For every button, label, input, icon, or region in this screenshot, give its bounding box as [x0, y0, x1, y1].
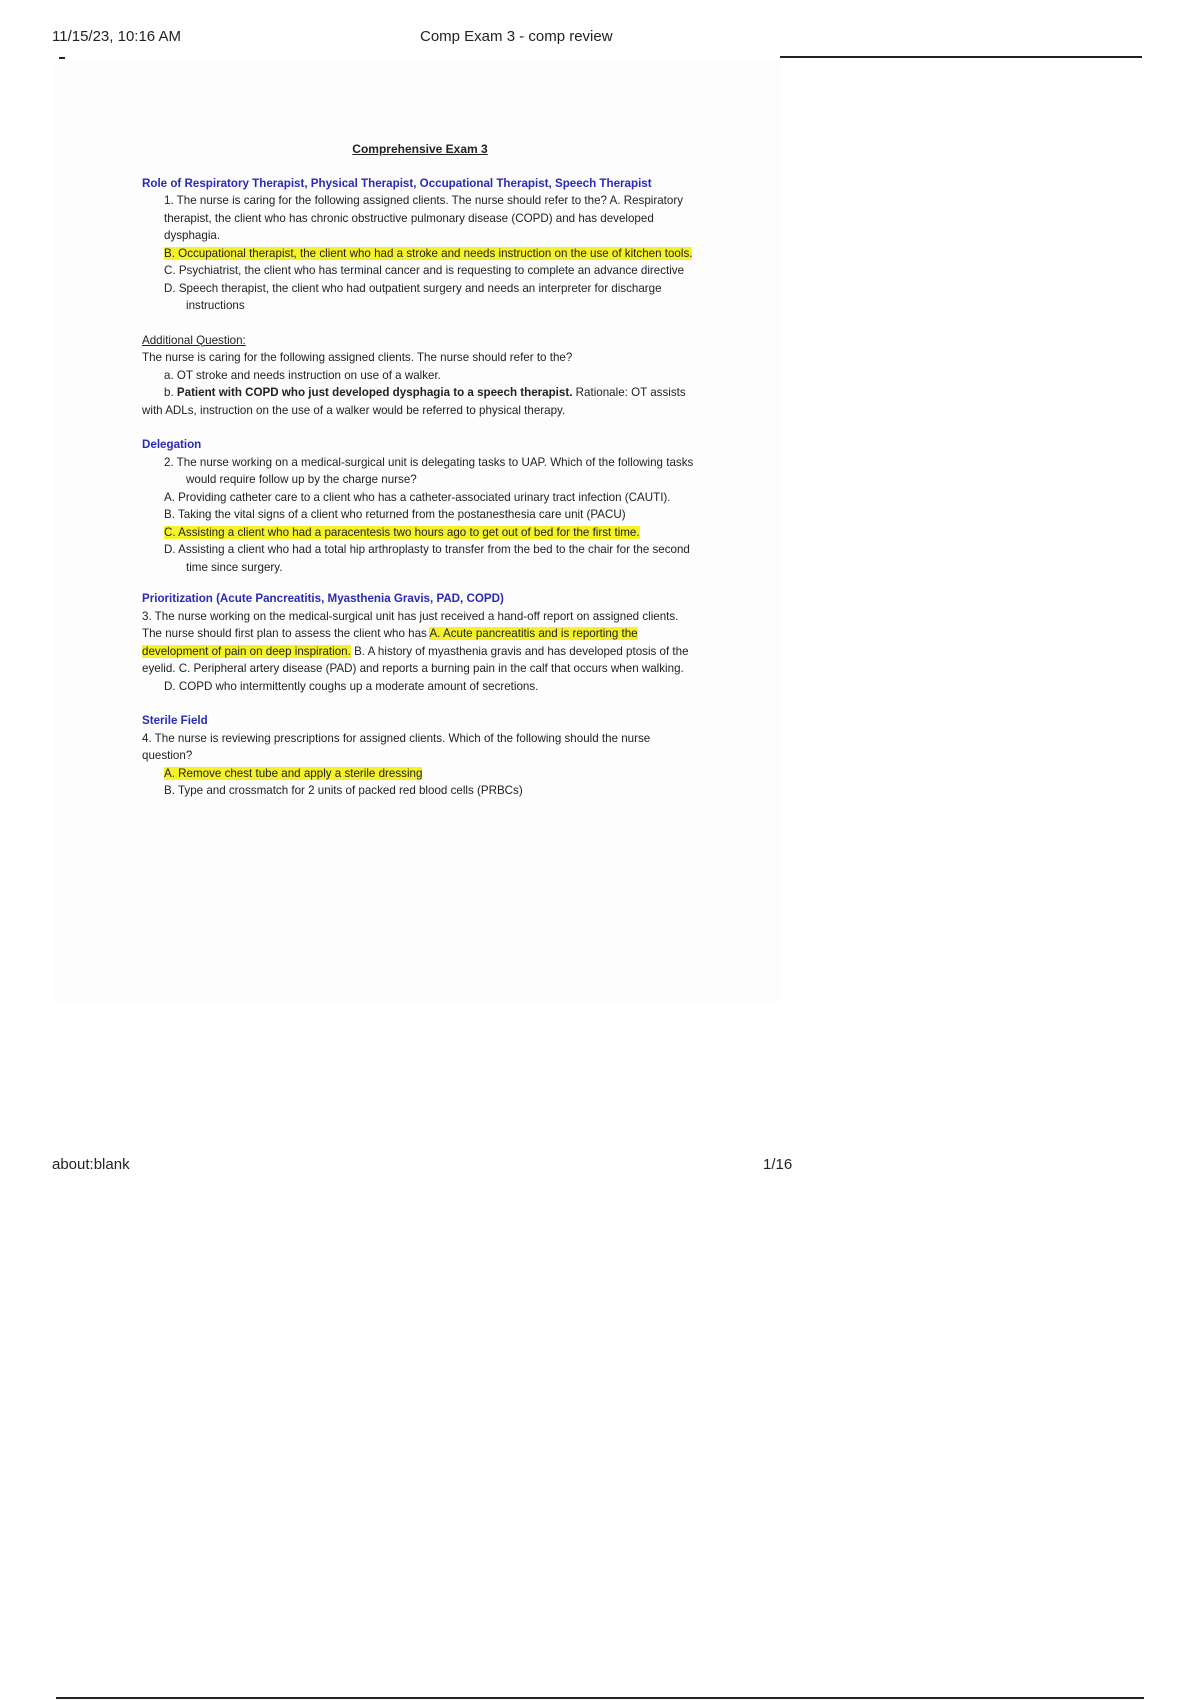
document-title: Comprehensive Exam 3 [352, 142, 488, 156]
question-3-stem [142, 608, 694, 678]
section-heading-delegation: Delegation [142, 438, 202, 451]
additional-option-b-prefix: b. [164, 386, 177, 399]
question-2-stem: 2. The nurse working on a medical-surgical unit is delegating tasks to UAP. Which of the following tasks would require follow up by the charge nurse? [164, 455, 694, 486]
question-2-option-d: D. Assisting a client who had a total hip arthroplasty to transfer from the bed to the chair for the second time since surgery. [164, 543, 690, 574]
question-2-option-b: B. Taking the vital signs of a client who returned from the postanesthesia care unit (PACU) [164, 508, 626, 521]
question-3-option-d: D. COPD who intermittently coughs up a moderate amount of secretions. [164, 679, 539, 693]
print-page-number: 1/16 [763, 1156, 793, 1173]
answer-highlight: A. Remove chest tube and apply a sterile dressing [164, 766, 423, 780]
section-heading-sterile-field: Sterile Field [142, 714, 208, 727]
answer-highlight: C. Assisting a client who had a paracentesis two hours ago to get out of bed for the first time. [164, 525, 640, 539]
question-3-stem-end: B. A history of myasthenia gravis and has developed ptosis of the eyelid. C. Peripheral artery disease (PAD) and reports a burning pain in the calf that occurs when walking. [142, 644, 689, 675]
additional-option-b [142, 384, 694, 419]
print-timestamp: 11/15/23, 10:16 AM [52, 28, 181, 45]
additional-question-label: Additional Question: [142, 333, 246, 347]
question-1-option-c: C. Psychiatrist, the client who has terminal cancer and is requesting to complete an advance directive [164, 264, 685, 277]
section-heading-therapists: Role of Respiratory Therapist, Physical Therapist, Occupational Therapist, Speech Therapist [142, 176, 652, 190]
question-2-option-c [164, 524, 694, 542]
question-1-stem: 1. The nurse is caring for the following assigned clients. The nurse should refer to the? A. Respiratory therapist, the client who has chronic obstructive pulmonary disease (COPD) and has developed dysphagia. [164, 194, 683, 242]
document-body [142, 141, 694, 800]
footer-rule [56, 1697, 1144, 1699]
additional-rationale: Rationale: OT assists with ADLs, instruction on the use of a walker would be referred to physical therapy. [142, 386, 686, 417]
additional-option-a: a. OT stroke and needs instruction on use of a walker. [164, 368, 441, 382]
question-4-stem: 4. The nurse is reviewing prescriptions for assigned clients. Which of the following should the nurse question? [142, 731, 651, 762]
print-url: about:blank [52, 1156, 130, 1173]
question-1-option-d: D. Speech therapist, the client who had outpatient surgery and needs an interpreter for discharge instructions [164, 281, 662, 312]
question-1-option-b [164, 245, 694, 263]
question-3-stem-start: 3. The nurse working on the medical-surgical unit has just received a hand-off report on assigned clients. The nurse should first plan to assess the client who has [142, 609, 679, 640]
answer-highlight: A. Acute pancreatitis and is reporting the development of pain on deep inspiration. [142, 627, 638, 658]
question-4-option-b: B. Type and crossmatch for 2 units of packed red blood cells (PRBCs) [164, 784, 523, 797]
answer-highlight: B. Occupational therapist, the client who had a stroke and needs instruction on the use of kitchen tools. [164, 246, 693, 260]
additional-question-stem: The nurse is caring for the following assigned clients. The nurse should refer to the? [142, 351, 573, 364]
question-4-option-a [164, 765, 694, 783]
additional-option-b-answer: Patient with COPD who just developed dysphagia to a speech therapist. [176, 386, 573, 399]
question-2-option-a: A. Providing catheter care to a client who has a catheter-associated urinary tract infection (CAUTI). [164, 490, 671, 504]
header-tick-mark [59, 57, 65, 59]
print-page-title: Comp Exam 3 - comp review [420, 28, 613, 45]
header-rule [780, 56, 1142, 58]
section-heading-prioritization: Prioritization (Acute Pancreatitis, Myasthenia Gravis, PAD, COPD) [142, 592, 504, 605]
